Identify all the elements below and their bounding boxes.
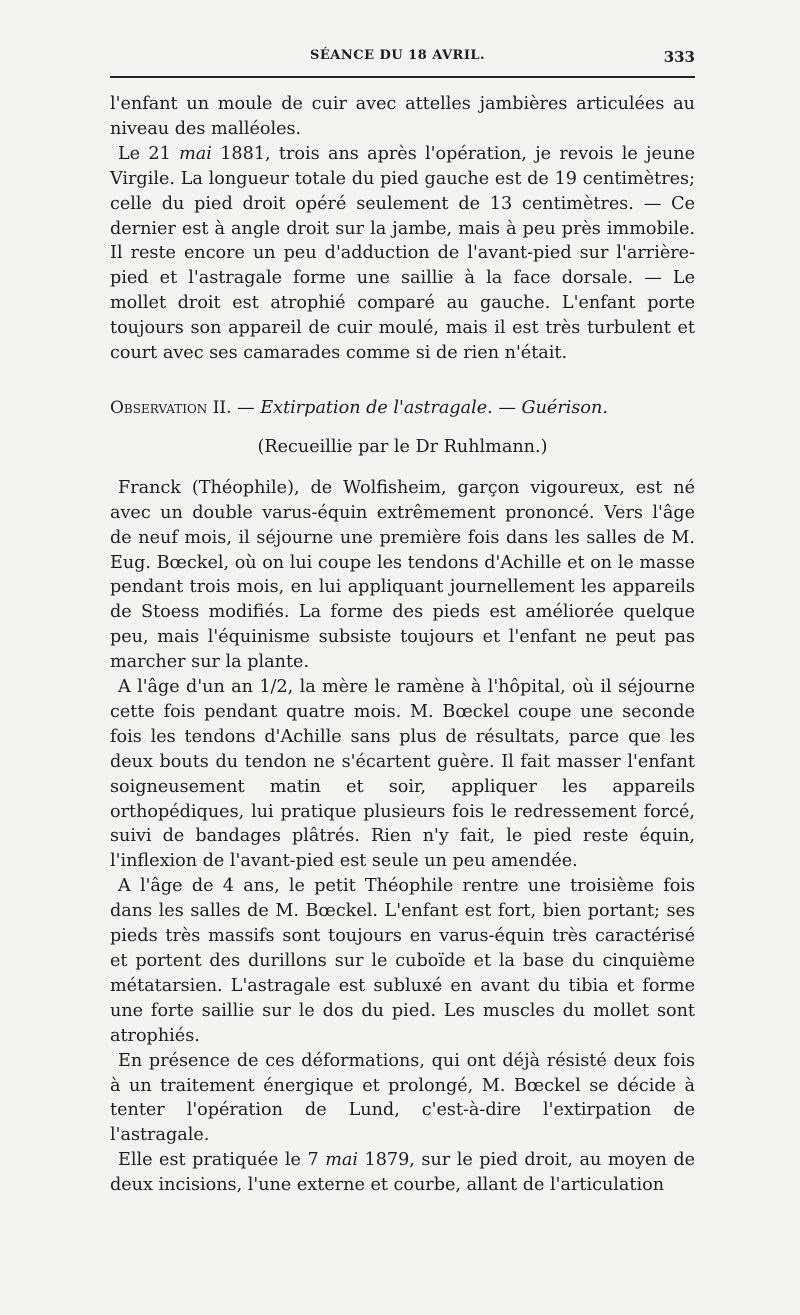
observation-title: Extirpation de l'astragale. — [260, 397, 493, 418]
observation-dash-1: — — [231, 397, 261, 418]
header-rule — [110, 76, 695, 78]
body-text — [110, 92, 695, 1198]
running-head — [110, 48, 695, 70]
paragraph-operation-start: Elle est pratiquée le 7 — [118, 1150, 326, 1171]
observation-dash-2: — — [492, 397, 522, 418]
paragraph-followup-rest: 1881, trois ans après l'opération, je revois le jeune Virgile. La longueur totale du pied gauche est de 19 centimètres; celle du pied droit opéré seulement de 13 centimètres. — Ce dernier est à angle droit sur la jambe, mais à peu près immobile. Il reste encore un peu d'adduction de l'avant-pied sur l'arrière-pied et l'astragale forme une saillie à la face dorsale. — Le mollet droit est atrophié comparé au gauche. L'enfant porte toujours son appareil de cuir moulé, mais il est très turbulent et court avec ses camarades comme si de rien n'était. — [110, 143, 695, 364]
observation-heading — [110, 396, 695, 421]
paragraph-second-stay: A l'âge d'un an 1/2, la mère le ramène à l'hôpital, où il séjourne cette fois pendant quatre mois. M. Bœckel coupe une seconde fois les tendons d'Achille sans plus de résultats, parce que les deux bouts du tendon ne s'écartent guère. Il fait masser l'enfant soigneusement matin et soir, appliquer les appareils orthopédiques, lui pratique plusieurs fois le redressement forcé, suivi de bandages plâtrés. Rien n'y fait, le pied reste équin, l'inflexion de l'avant-pied est seule un peu amendée. — [110, 677, 695, 872]
paragraph-followup — [110, 142, 695, 366]
paragraph-operation-rest: 1879, sur le pied droit, au moyen de deux incisions, l'une externe et courbe, allant de l'articulation — [110, 1150, 695, 1196]
page-number: 333 — [663, 48, 695, 66]
paragraph-operation — [110, 1148, 695, 1198]
observation-outcome: Guérison. — [521, 397, 608, 418]
paragraph-operation-month: mai — [325, 1150, 358, 1171]
observation-subtitle: (Recueillie par le Dr Ruhlmann.) — [257, 436, 548, 457]
paragraph-decision: En présence de ces déformations, qui ont déjà résisté deux fois à un traitement énergique et prolongé, M. Bœckel se décide à tenter l'opération de Lund, c'est-à-dire l'extirpation de l'astragale. — [110, 1050, 695, 1146]
paragraph-followup-start: Le 21 — [118, 143, 180, 164]
running-title: SÉANCE DU 18 AVRIL. — [310, 48, 486, 63]
paragraph-third-stay: A l'âge de 4 ans, le petit Théophile rentre une troisième fois dans les salles de M. Bœckel. L'enfant est fort, bien portant; ses pieds très massifs sont toujours en varus-équin très caractérisé et portent des durillons sur le cuboïde et la base du cinquième métatarsien. L'astragale est subluxé en avant du tibia et forme une forte saillie sur le dos du pied. Les muscles du mollet sont atrophiés. — [110, 876, 695, 1046]
paragraph-continuation: l'enfant un moule de cuir avec attelles jambières articulées au niveau des malléoles. — [110, 94, 695, 139]
observation-label: Observation II. — [110, 397, 232, 418]
paragraph-followup-month: mai — [179, 143, 212, 164]
paragraph-case-intro: Franck (Théophile), de Wolfisheim, garçon vigoureux, est né avec un double varus-équin extrêmement prononcé. Vers l'âge de neuf mois, il séjourne une première fois dans les salles de M. Eug. Bœckel, où on lui coupe les tendons d'Achille et on le masse pendant trois mois, en lui appliquant journellement les appareils de Stoess modifiés. La forme des pieds est améliorée quelque peu, mais l'équinisme subsiste toujours et l'enfant ne peut pas marcher sur la plante. — [110, 477, 695, 673]
